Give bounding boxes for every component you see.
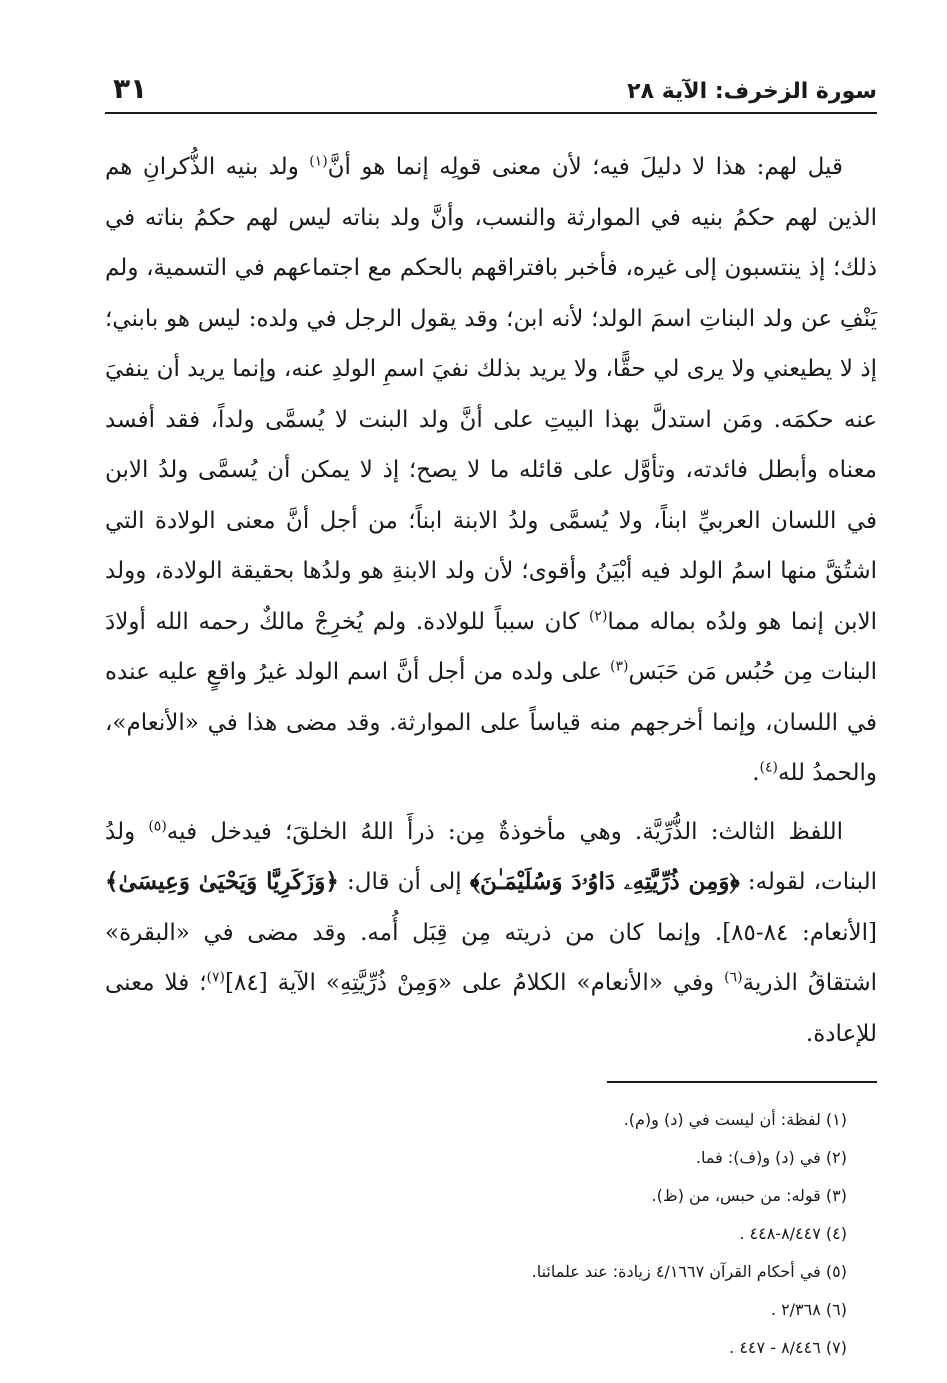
text-run: [الأنعام: ٨٤-٨٥]. وإنما كان من ذريته مِن قِبَل أُمه. وقد مضى في «البقرة» اشتقاقُ الذرية [105, 919, 877, 996]
text-run: . [752, 760, 760, 786]
text-run: إلى أن قال: [338, 869, 470, 895]
text-run: كان سبباً للولادة. ولم يُخرِجْ مالكٌ رحمه الله أولادَ البنات مِن حُبُس مَن حَبَس [105, 608, 878, 685]
footnote-2: (٢) في (د) و(ف): فما. [695, 1148, 847, 1167]
footnote-ref-4: (٤) [759, 759, 778, 776]
paragraph-1 [105, 142, 877, 799]
text-run: اللفظ الثالث: الذُّرِّيَّة. وهي مأخوذةٌ مِن: ذرأَ اللهُ الخلقَ؛ فيدخل فيه [166, 818, 843, 845]
text-run: ولدُ البنات، لقوله: [105, 818, 877, 895]
footnote-separator [607, 1081, 877, 1083]
text-run: وفي «الأنعام» الكلامُ على «وَمِنْ ذُرِّيَّتِهِ» الآية [٨٤] [225, 970, 725, 996]
footnote-ref-2: (٢) [588, 607, 608, 624]
text-run: ؛ فلا معنى للإعادة. [105, 970, 877, 1047]
footnote-ref-5: (٥) [148, 817, 167, 834]
sura-title: سورة الزخرف: الآية ٢٨ [627, 79, 877, 104]
page-header [105, 72, 877, 114]
text-run: قيل لهم: هذا لا دليلَ فيه؛ لأن معنى قولِه إنما هو أنَّ [327, 154, 843, 180]
footnotes [105, 1101, 877, 1367]
text-run: ولد بنيه الذُّكرانِ هم الذين لهم حكمُ بنيه في الموارثة والنسب، وأنَّ ولد بناته ليس لهم حكمُ بناته في ذلك؛ إذ ينتسبون إلى غيره، فأخبر بافتراقهم بالحكم مع اجتماعهم في التسمية، ولم يَنْفِ عن ولد البناتِ اسمَ الولد؛ لأنه ابن؛ وقد يقول الرجل في ولده: ليس هو بابني؛ إذ لا يطيعني ولا يرى لي حقًّا، ولا يريد بذلك نفيَ اسمِ الولدِ عنه، وإنما يريد أن ينفيَ عنه حكمَه. ومَن استدلَّ بهذا البيتِ على أنَّ ولد البنت لا يُسمَّى ولداً، فقد أفسد معناه وأبطل فائدته، وتأوَّل على قائله ما لا يصح؛ إذ لا يمكن أن يُسمَّى ولدُ الابن في اللسان العربيِّ ابناً، ولا يُسمَّى ولدُ الابنة ابناً؛ من أجل أنَّ معنى الولادة التي اشتُقَّ منها اسمُ الولد فيه أبْيَنُ وأقوى؛ لأن ولد الابنةِ هو ولدُها بحقيقة الولادة، وولد الابن إنما هو ولدُه بماله مما [105, 154, 878, 635]
footnote-6: (٦) ٢/٣٦٨ . [770, 1300, 847, 1319]
paragraph-2 [105, 807, 877, 1060]
footnote-ref-7: (٧) [206, 969, 225, 986]
footnote-ref-6: (٦) [724, 969, 743, 986]
footnote-4: (٤) ٨/٤٤٧-٤٤٨ . [739, 1224, 847, 1243]
text-run: على ولده من أجل أنَّ اسم الولد غيرُ واقعٍ عليه عنده في اللسان، وإنما أخرجهم منه قياساً على الموارثة. وقد مضى هذا في «الأنعام»، والحمدُ لله [105, 659, 877, 786]
footnote-ref-3: (٣) [609, 658, 629, 675]
page-number: ٣١ [113, 72, 148, 105]
book-page [105, 72, 877, 1367]
footnote-7: (٧) ٨/٤٤٦ - ٤٤٧ . [729, 1338, 847, 1357]
main-text [105, 142, 877, 1059]
footnote-ref-1: (١) [309, 153, 328, 170]
quran-quote-2: ﴿وَزَكَرِيَّا وَيَحْيَىٰ وَعِيسَىٰ﴾ [105, 868, 339, 895]
footnote-5: (٥) في أحكام القرآن ٤/١٦٦٧ زيادة: عند علمائنا. [531, 1262, 847, 1281]
quran-quote-1: ﴿وَمِن ذُرِّيَّتِهِۦ دَاوُۥدَ وَسُلَيْمَـٰنَ﴾ [469, 868, 740, 895]
footnote-3: (٣) قوله: من حبس، من (ظ). [651, 1186, 847, 1205]
footnote-1: (١) لفظة: أن ليست في (د) و(م). [623, 1110, 847, 1129]
